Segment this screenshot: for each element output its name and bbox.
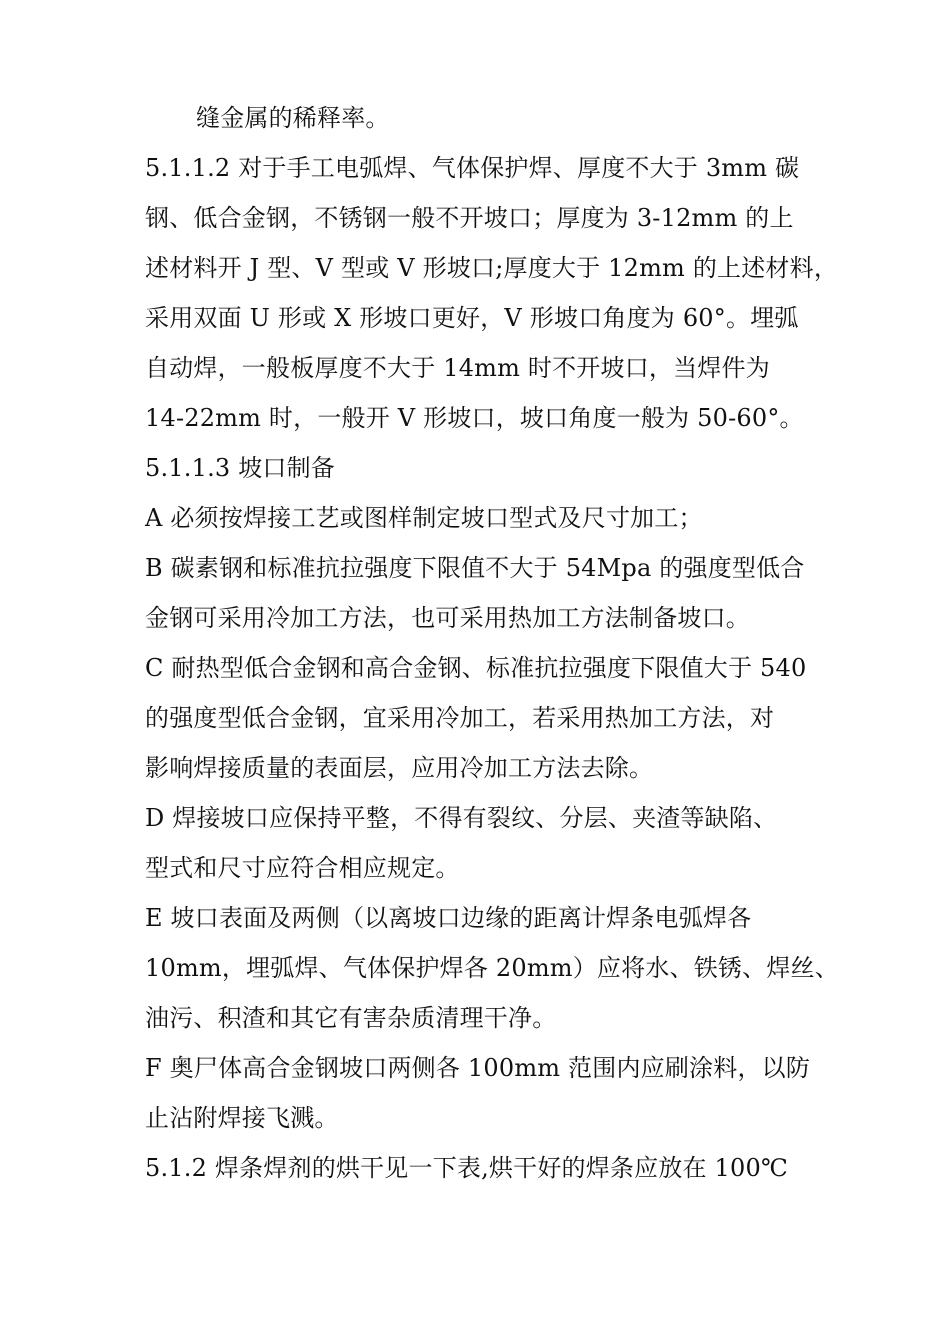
text-line-5: 采用双面 U 形或 X 形坡口更好，V 形坡口角度为 60°。埋弧 [145, 304, 799, 332]
item-c-line-2: 的强度型低合金钢，宜采用冷加工，若采用热加工方法，对 [145, 704, 775, 732]
item-f-line-1: F 奥尸体高合金钢坡口两侧各 100mm 范围内应刷涂料，以防 [145, 1054, 811, 1082]
text-line-1: 缝金属的稀释率。 [196, 104, 390, 132]
text-line-4: 述材料开 J 型、V 型或 V 形坡口;厚度大于 12mm 的上述材料， [145, 254, 839, 282]
item-f-line-2: 止沾附焊接飞溅。 [145, 1104, 339, 1132]
section-heading-5-1-1-3: 5.1.1.3 坡口制备 [145, 454, 335, 482]
item-d-line-1: D 焊接坡口应保持平整，不得有裂纹、分层、夹渣等缺陷、 [145, 804, 778, 832]
item-e-line-3: 油污、积渣和其它有害杂质清理干净。 [145, 1004, 557, 1032]
text-line-7: 14-22mm 时，一般开 V 形坡口，坡口角度一般为 50-60°。 [145, 404, 804, 432]
item-a: A 必须按焊接工艺或图样制定坡口型式及尺寸加工； [145, 504, 703, 532]
item-c-line-1: C 耐热型低合金钢和高合金钢、标准抗拉强度下限值大于 540 [145, 654, 807, 682]
text-line-2: 5.1.1.2 对于手工电弧焊、气体保护焊、厚度不大于 3mm 碳 [145, 154, 800, 182]
text-line-3: 钢、低合金钢，不锈钢一般不开坡口；厚度为 3-12mm 的上 [145, 204, 794, 232]
item-b-line-1: B 碳素钢和标准抗拉强度下限值不大于 54Mpa 的强度型低合 [145, 554, 805, 582]
section-5-1-2-line: 5.1.2 焊条焊剂的烘干见一下表,烘干好的焊条应放在 100℃ [145, 1154, 789, 1182]
text-line-6: 自动焊，一般板厚度不大于 14mm 时不开坡口，当焊件为 [145, 354, 770, 382]
item-d-line-2: 型式和尺寸应符合相应规定。 [145, 854, 460, 882]
item-c-line-3: 影响焊接质量的表面层，应用冷加工方法去除。 [145, 754, 654, 782]
item-e-line-2: 10mm，埋弧焊、气体保护焊各 20mm）应将水、铁锈、焊丝、 [145, 954, 839, 982]
item-e-line-1: E 坡口表面及两侧（以离坡口边缘的距离计焊条电弧焊各 [145, 904, 752, 932]
item-b-line-2: 金钢可采用冷加工方法，也可采用热加工方法制备坡口。 [145, 604, 750, 632]
